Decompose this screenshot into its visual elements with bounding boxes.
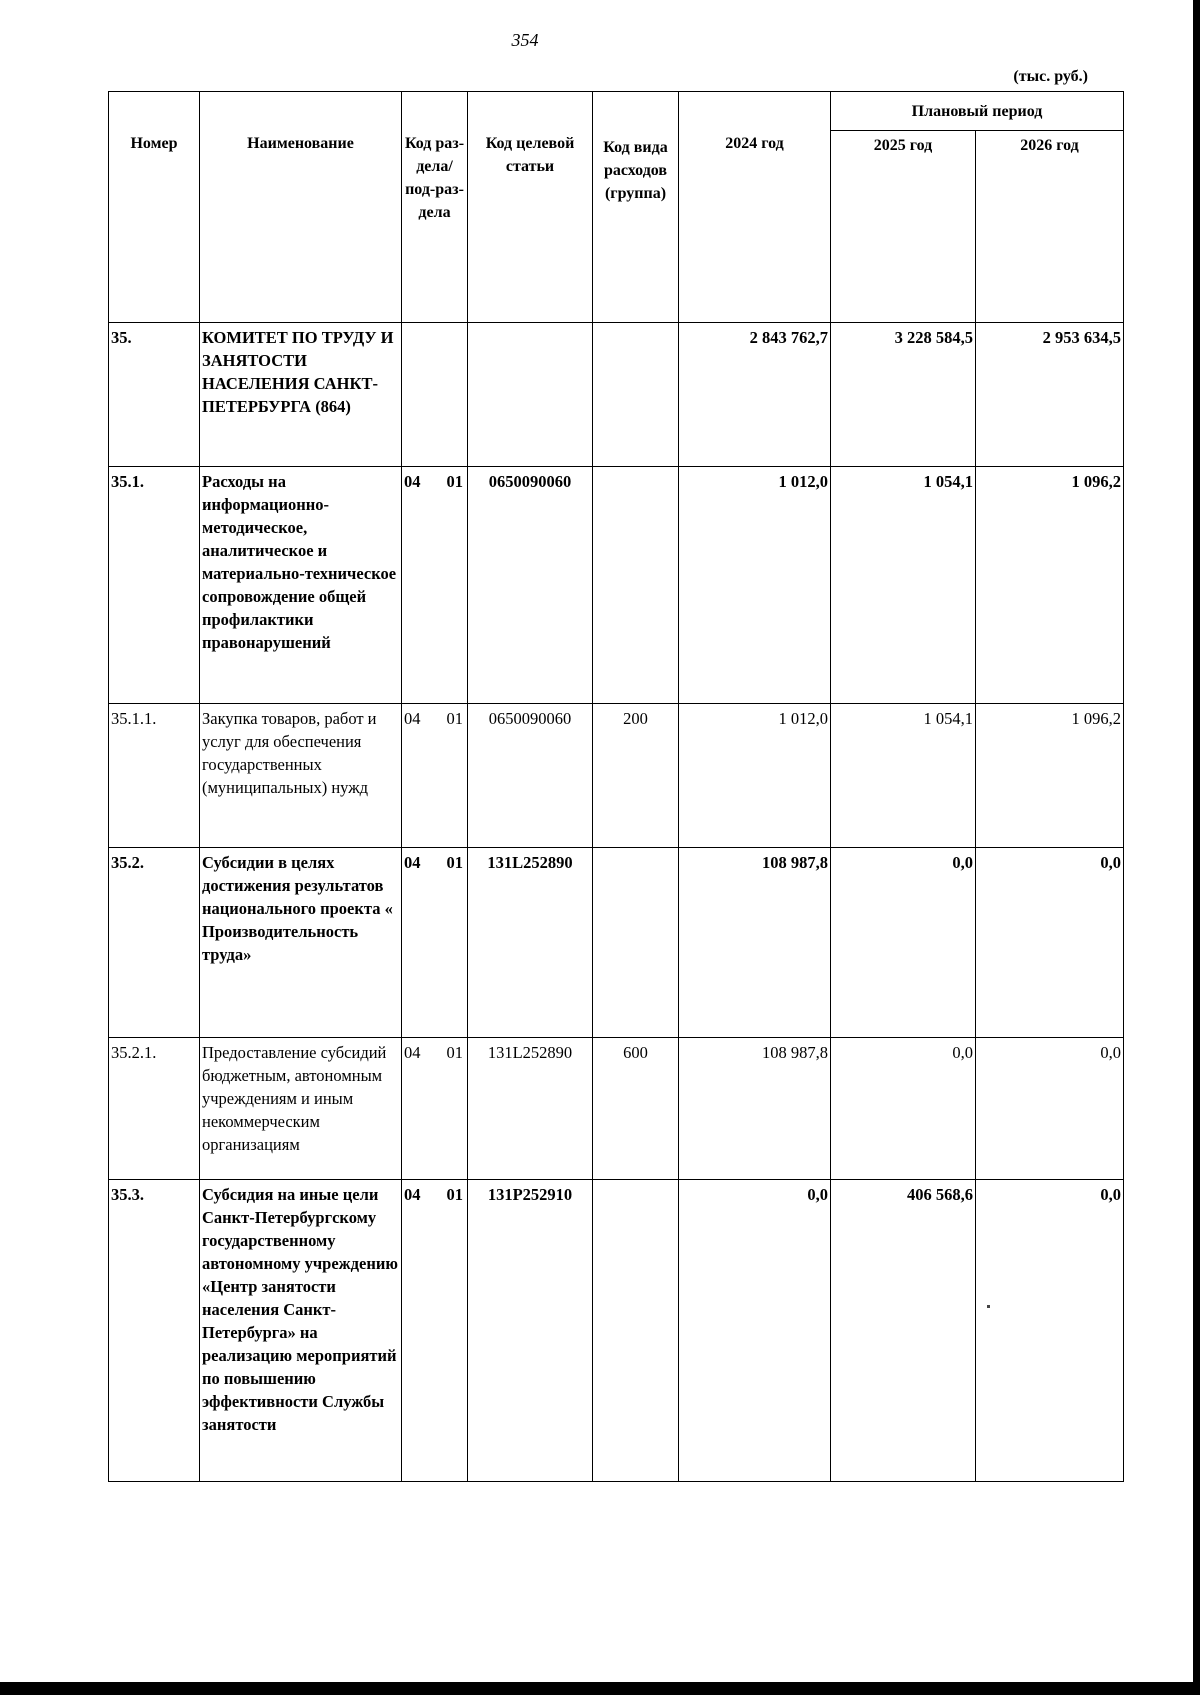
row-2025: 0,0: [831, 1038, 976, 1180]
row-2025: 0,0: [831, 848, 976, 1038]
row-2024: 1 012,0: [679, 467, 831, 704]
row-rz: 04: [404, 853, 421, 872]
row-expense-type: 600: [593, 1038, 679, 1180]
row-2026: 0,0: [976, 1038, 1124, 1180]
header-razdel: Код раз-дела/ под-раз-дела: [402, 92, 468, 323]
scan-border-right: [1193, 0, 1200, 1695]
row-expense-type: 200: [593, 704, 679, 848]
row-name: Субсидия на иные цели Санкт-Петербургскому государственному автономному учреждению «Центр занятости населения Санкт-Петербурга» на реализацию мероприятий по повышению эффективности Службы занятости: [200, 1180, 402, 1482]
scan-border-bottom: [0, 1682, 1200, 1695]
row-razdel: [402, 467, 468, 704]
row-pr: 01: [446, 709, 463, 728]
table-row: [109, 467, 1124, 704]
row-razdel: [402, 848, 468, 1038]
row-razdel: [402, 323, 468, 467]
row-number: 35.3.: [109, 1180, 200, 1482]
row-number: 35.2.: [109, 848, 200, 1038]
row-target-code: 0650090060: [468, 704, 593, 848]
budget-table: [108, 91, 1124, 1482]
row-name: КОМИТЕТ ПО ТРУДУ И ЗАНЯТОСТИ НАСЕЛЕНИЯ САНКТ-ПЕТЕРБУРГА (864): [200, 323, 402, 467]
row-name: Субсидии в целях достижения результатов национального проекта « Производительность труда»: [200, 848, 402, 1038]
row-rz: 04: [404, 1043, 421, 1062]
row-number: 35.1.1.: [109, 704, 200, 848]
row-2026: 1 096,2: [976, 467, 1124, 704]
row-name: Предоставление субсидий бюджетным, автономным учреждениям и иным некоммерческим организациям: [200, 1038, 402, 1180]
table-row: [109, 1180, 1124, 1482]
row-2024: 1 012,0: [679, 704, 831, 848]
table-row: [109, 848, 1124, 1038]
row-razdel: [402, 1180, 468, 1482]
row-target-code: 131P252910: [468, 1180, 593, 1482]
row-2026: 1 096,2: [976, 704, 1124, 848]
header-expense-type: Код вида расходов (группа): [593, 92, 679, 323]
row-2024: 108 987,8: [679, 848, 831, 1038]
row-expense-type: [593, 467, 679, 704]
row-pr: 01: [446, 1185, 463, 1204]
row-2024: 108 987,8: [679, 1038, 831, 1180]
row-2025: 3 228 584,5: [831, 323, 976, 467]
header-2026: 2026 год: [976, 131, 1124, 323]
row-razdel: [402, 704, 468, 848]
row-number: 35.2.1.: [109, 1038, 200, 1180]
row-number: 35.1.: [109, 467, 200, 704]
row-expense-type: [593, 1180, 679, 1482]
row-pr: 01: [446, 472, 463, 491]
row-target-code: [468, 323, 593, 467]
row-2025: 1 054,1: [831, 704, 976, 848]
row-2024: 2 843 762,7: [679, 323, 831, 467]
row-number: 35.: [109, 323, 200, 467]
header-target-code: Код целевой статьи: [468, 92, 593, 323]
table-row: [109, 1038, 1124, 1180]
row-2024: 0,0: [679, 1180, 831, 1482]
page-number: 354: [511, 30, 539, 50]
row-pr: 01: [446, 853, 463, 872]
row-pr: 01: [446, 1043, 463, 1062]
row-rz: 04: [404, 1185, 421, 1204]
scan-speck: [987, 1305, 990, 1308]
table-row: [109, 323, 1124, 467]
units-label: (тыс. руб.): [1013, 68, 1088, 85]
row-rz: 04: [404, 709, 421, 728]
header-2024: 2024 год: [679, 92, 831, 323]
row-target-code: 131L252890: [468, 1038, 593, 1180]
row-target-code: 0650090060: [468, 467, 593, 704]
table-row: [109, 704, 1124, 848]
header-2025: 2025 год: [831, 131, 976, 323]
row-name: Расходы на информационно-методическое, аналитическое и материально-техническое сопровождение общей профилактики правонарушений: [200, 467, 402, 704]
header-number: Номер: [109, 92, 200, 323]
header-name: Наименование: [200, 92, 402, 323]
header-planned-period: Плановый период: [831, 92, 1124, 131]
row-2026: 2 953 634,5: [976, 323, 1124, 467]
row-2025: 1 054,1: [831, 467, 976, 704]
row-razdel: [402, 1038, 468, 1180]
row-2026: 0,0: [976, 1180, 1124, 1482]
row-expense-type: [593, 848, 679, 1038]
row-rz: 04: [404, 472, 421, 491]
row-2025: 406 568,6: [831, 1180, 976, 1482]
row-expense-type: [593, 323, 679, 467]
row-target-code: 131L252890: [468, 848, 593, 1038]
row-2026: 0,0: [976, 848, 1124, 1038]
row-name: Закупка товаров, работ и услуг для обеспечения государственных (муниципальных) нужд: [200, 704, 402, 848]
